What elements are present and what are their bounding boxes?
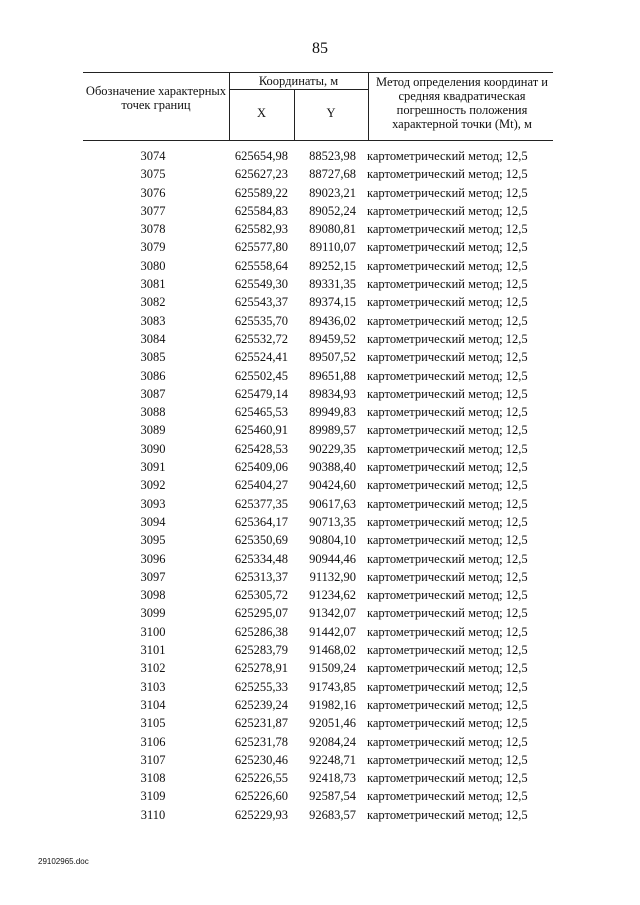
coord-y: 89834,93	[309, 386, 356, 401]
method-cell: картометрический метод; 12,5	[367, 331, 528, 346]
point-number: 3089	[140, 423, 166, 438]
table-row	[0, 604, 640, 622]
point-number: 3100	[140, 624, 166, 639]
table-row	[0, 257, 640, 275]
coord-y: 91509,24	[309, 661, 356, 676]
table-header	[83, 72, 553, 141]
coord-y: 89949,83	[309, 405, 356, 420]
header-x: X	[256, 106, 267, 120]
method-cell: картометрический метод; 12,5	[367, 606, 528, 621]
header-y: Y	[326, 106, 336, 120]
coord-x: 625409,06	[234, 460, 288, 475]
method-cell: картометрический метод; 12,5	[367, 679, 528, 694]
coord-y: 90804,10	[309, 533, 356, 548]
point-number: 3078	[140, 222, 166, 237]
coord-y: 92683,57	[309, 807, 356, 822]
table-row	[0, 330, 640, 348]
coord-y: 91132,90	[309, 569, 356, 584]
table-row	[0, 293, 640, 311]
coord-x: 625404,27	[234, 478, 288, 493]
method-cell: картометрический метод; 12,5	[367, 405, 528, 420]
method-cell: картометрический метод; 12,5	[367, 533, 528, 548]
coord-x: 625305,72	[234, 588, 288, 603]
method-cell: картометрический метод; 12,5	[367, 240, 528, 255]
point-number: 3093	[140, 496, 166, 511]
coord-x: 625231,87	[234, 716, 288, 731]
coord-y: 91743,85	[309, 679, 356, 694]
point-number: 3091	[140, 460, 166, 475]
table-row	[0, 733, 640, 751]
coord-y: 89459,52	[309, 331, 356, 346]
coord-x: 625589,22	[234, 185, 288, 200]
table-row	[0, 531, 640, 549]
table-row	[0, 513, 640, 531]
method-cell: картометрический метод; 12,5	[367, 624, 528, 639]
point-number: 3105	[140, 716, 166, 731]
coord-y: 89507,52	[309, 350, 356, 365]
point-number: 3088	[140, 405, 166, 420]
method-cell: картометрический метод; 12,5	[367, 368, 528, 383]
table-row	[0, 403, 640, 421]
method-cell: картометрический метод; 12,5	[367, 588, 528, 603]
header-coordinates: Координаты, м	[258, 74, 339, 88]
coord-y: 89331,35	[309, 277, 356, 292]
table-row	[0, 312, 640, 330]
coord-y: 90713,35	[309, 514, 356, 529]
coord-x: 625255,33	[234, 679, 288, 694]
method-cell: картометрический метод; 12,5	[367, 441, 528, 456]
coord-x: 625334,48	[234, 551, 288, 566]
table-row	[0, 147, 640, 165]
coord-x: 625364,17	[234, 514, 288, 529]
table-row	[0, 586, 640, 604]
table-row	[0, 385, 640, 403]
coord-y: 89110,07	[309, 240, 356, 255]
point-number: 3103	[140, 679, 166, 694]
coord-y: 92418,73	[309, 771, 356, 786]
coord-x: 625582,93	[234, 222, 288, 237]
coord-x: 625295,07	[234, 606, 288, 621]
table-row	[0, 696, 640, 714]
coord-x: 625502,45	[234, 368, 288, 383]
coord-y: 90229,35	[309, 441, 356, 456]
method-cell: картометрический метод; 12,5	[367, 313, 528, 328]
table-row	[0, 275, 640, 293]
table-row	[0, 659, 640, 677]
coord-x: 625654,98	[234, 149, 288, 163]
point-number: 3099	[140, 606, 166, 621]
coord-x: 625229,93	[234, 807, 288, 822]
coord-x: 625283,79	[234, 643, 288, 658]
method-cell: картометрический метод; 12,5	[367, 789, 528, 804]
coord-x: 625428,53	[234, 441, 288, 456]
table-row	[0, 495, 640, 513]
method-cell: картометрический метод; 12,5	[367, 149, 528, 163]
method-cell: картометрический метод; 12,5	[367, 295, 528, 310]
coord-y: 89252,15	[309, 258, 356, 273]
point-number: 3096	[140, 551, 166, 566]
point-number: 3076	[140, 185, 166, 200]
table-row	[0, 238, 640, 256]
method-cell: картометрический метод; 12,5	[367, 551, 528, 566]
point-number: 3090	[140, 441, 166, 456]
header-point-designation: Обозначение характерных точек границ	[85, 84, 227, 112]
coord-y: 92084,24	[309, 734, 356, 749]
table-row	[0, 202, 640, 220]
header-divider	[229, 89, 368, 90]
method-cell: картометрический метод; 12,5	[367, 167, 528, 182]
point-number: 3110	[140, 807, 166, 822]
coord-x: 625465,53	[234, 405, 288, 420]
table-row	[0, 421, 640, 439]
coord-y: 91342,07	[309, 606, 356, 621]
table-row	[0, 165, 640, 183]
table-row	[0, 184, 640, 202]
point-number: 3075	[140, 167, 166, 182]
table-row	[0, 623, 640, 641]
coord-y: 89023,21	[309, 185, 356, 200]
point-number: 3079	[140, 240, 166, 255]
coord-x: 625535,70	[234, 313, 288, 328]
point-number: 3085	[140, 350, 166, 365]
page-number: 85	[312, 40, 328, 57]
method-cell: картометрический метод; 12,5	[367, 643, 528, 658]
coord-x: 625226,60	[234, 789, 288, 804]
coord-x: 625532,72	[234, 331, 288, 346]
header-method: Метод определения координат и средняя квадратическая погрешность положения характерной точки (Mt), м	[376, 75, 548, 131]
point-number: 3083	[140, 313, 166, 328]
coord-x: 625479,14	[234, 386, 288, 401]
table-row	[0, 806, 640, 824]
point-number: 3094	[140, 514, 166, 529]
method-cell: картометрический метод; 12,5	[367, 661, 528, 676]
point-number: 3097	[140, 569, 166, 584]
point-number: 3082	[140, 295, 166, 310]
point-number: 3095	[140, 533, 166, 548]
table-row	[0, 348, 640, 366]
coord-x: 625524,41	[234, 350, 288, 365]
method-cell: картометрический метод; 12,5	[367, 423, 528, 438]
method-cell: картометрический метод; 12,5	[367, 514, 528, 529]
coord-y: 89374,15	[309, 295, 356, 310]
coord-y: 89436,02	[309, 313, 356, 328]
point-number: 3098	[140, 588, 166, 603]
coord-y: 91234,62	[309, 588, 356, 603]
coord-y: 89651,88	[309, 368, 356, 383]
table-row	[0, 458, 640, 476]
table-row	[0, 751, 640, 769]
method-cell: картометрический метод; 12,5	[367, 752, 528, 767]
method-cell: картометрический метод; 12,5	[367, 478, 528, 493]
coord-x: 625460,91	[234, 423, 288, 438]
table-row	[0, 476, 640, 494]
coord-x: 625549,30	[234, 277, 288, 292]
method-cell: картометрический метод; 12,5	[367, 569, 528, 584]
method-cell: картометрический метод; 12,5	[367, 203, 528, 218]
method-cell: картометрический метод; 12,5	[367, 386, 528, 401]
point-number: 3106	[140, 734, 166, 749]
coord-y: 91982,16	[309, 697, 356, 712]
table-row	[0, 714, 640, 732]
coord-y: 91442,07	[309, 624, 356, 639]
coord-x: 625226,55	[234, 771, 288, 786]
method-cell: картометрический метод; 12,5	[367, 734, 528, 749]
point-number: 3084	[140, 331, 166, 346]
coord-x: 625231,78	[234, 734, 288, 749]
coord-x: 625230,46	[234, 752, 288, 767]
coord-x: 625239,24	[234, 697, 288, 712]
point-number: 3092	[140, 478, 166, 493]
point-number: 3080	[140, 258, 166, 273]
point-number: 3086	[140, 368, 166, 383]
point-number: 3077	[140, 203, 166, 218]
table-row	[0, 220, 640, 238]
coord-y: 89052,24	[309, 203, 356, 218]
point-number: 3087	[140, 386, 166, 401]
coord-x: 625350,69	[234, 533, 288, 548]
point-number: 3108	[140, 771, 166, 786]
coord-x: 625627,23	[234, 167, 288, 182]
coord-y: 90944,46	[309, 551, 356, 566]
method-cell: картометрический метод; 12,5	[367, 496, 528, 511]
coord-y: 89080,81	[309, 222, 356, 237]
method-cell: картометрический метод; 12,5	[367, 277, 528, 292]
method-cell: картометрический метод; 12,5	[367, 222, 528, 237]
point-number: 3104	[140, 697, 166, 712]
table-row	[0, 367, 640, 385]
coord-x: 625278,91	[234, 661, 288, 676]
coord-y: 88523,98	[309, 149, 356, 163]
point-number: 3081	[140, 277, 166, 292]
coord-x: 625377,35	[234, 496, 288, 511]
point-number: 3101	[140, 643, 166, 658]
table-body	[0, 147, 640, 824]
coord-y: 90424,60	[309, 478, 356, 493]
table-row	[0, 769, 640, 787]
method-cell: картометрический метод; 12,5	[367, 460, 528, 475]
coord-y: 90388,40	[309, 460, 356, 475]
method-cell: картометрический метод; 12,5	[367, 697, 528, 712]
table-row	[0, 568, 640, 586]
table-row	[0, 787, 640, 805]
coord-y: 88727,68	[309, 167, 356, 182]
coord-x: 625313,37	[234, 569, 288, 584]
point-number: 3107	[140, 752, 166, 767]
method-cell: картометрический метод; 12,5	[367, 771, 528, 786]
method-cell: картометрический метод; 12,5	[367, 350, 528, 365]
coord-x: 625543,37	[234, 295, 288, 310]
table-row	[0, 440, 640, 458]
method-cell: картометрический метод; 12,5	[367, 716, 528, 731]
coord-y: 90617,63	[309, 496, 356, 511]
coord-x: 625286,38	[234, 624, 288, 639]
coord-x: 625558,64	[234, 258, 288, 273]
point-number: 3109	[140, 789, 166, 804]
method-cell: картометрический метод; 12,5	[367, 258, 528, 273]
table-row	[0, 550, 640, 568]
coord-y: 91468,02	[309, 643, 356, 658]
method-cell: картометрический метод; 12,5	[367, 807, 528, 822]
coord-y: 92248,71	[309, 752, 356, 767]
point-number: 3074	[140, 149, 166, 163]
footer-filename: 29102965.doc	[38, 857, 89, 866]
method-cell: картометрический метод; 12,5	[367, 185, 528, 200]
coord-x: 625577,80	[234, 240, 288, 255]
header-divider	[368, 73, 369, 140]
coord-y: 92587,54	[309, 789, 356, 804]
point-number: 3102	[140, 661, 166, 676]
coord-x: 625584,83	[234, 203, 288, 218]
coord-y: 89989,57	[309, 423, 356, 438]
coord-y: 92051,46	[309, 716, 356, 731]
table-row	[0, 641, 640, 659]
table-row	[0, 678, 640, 696]
